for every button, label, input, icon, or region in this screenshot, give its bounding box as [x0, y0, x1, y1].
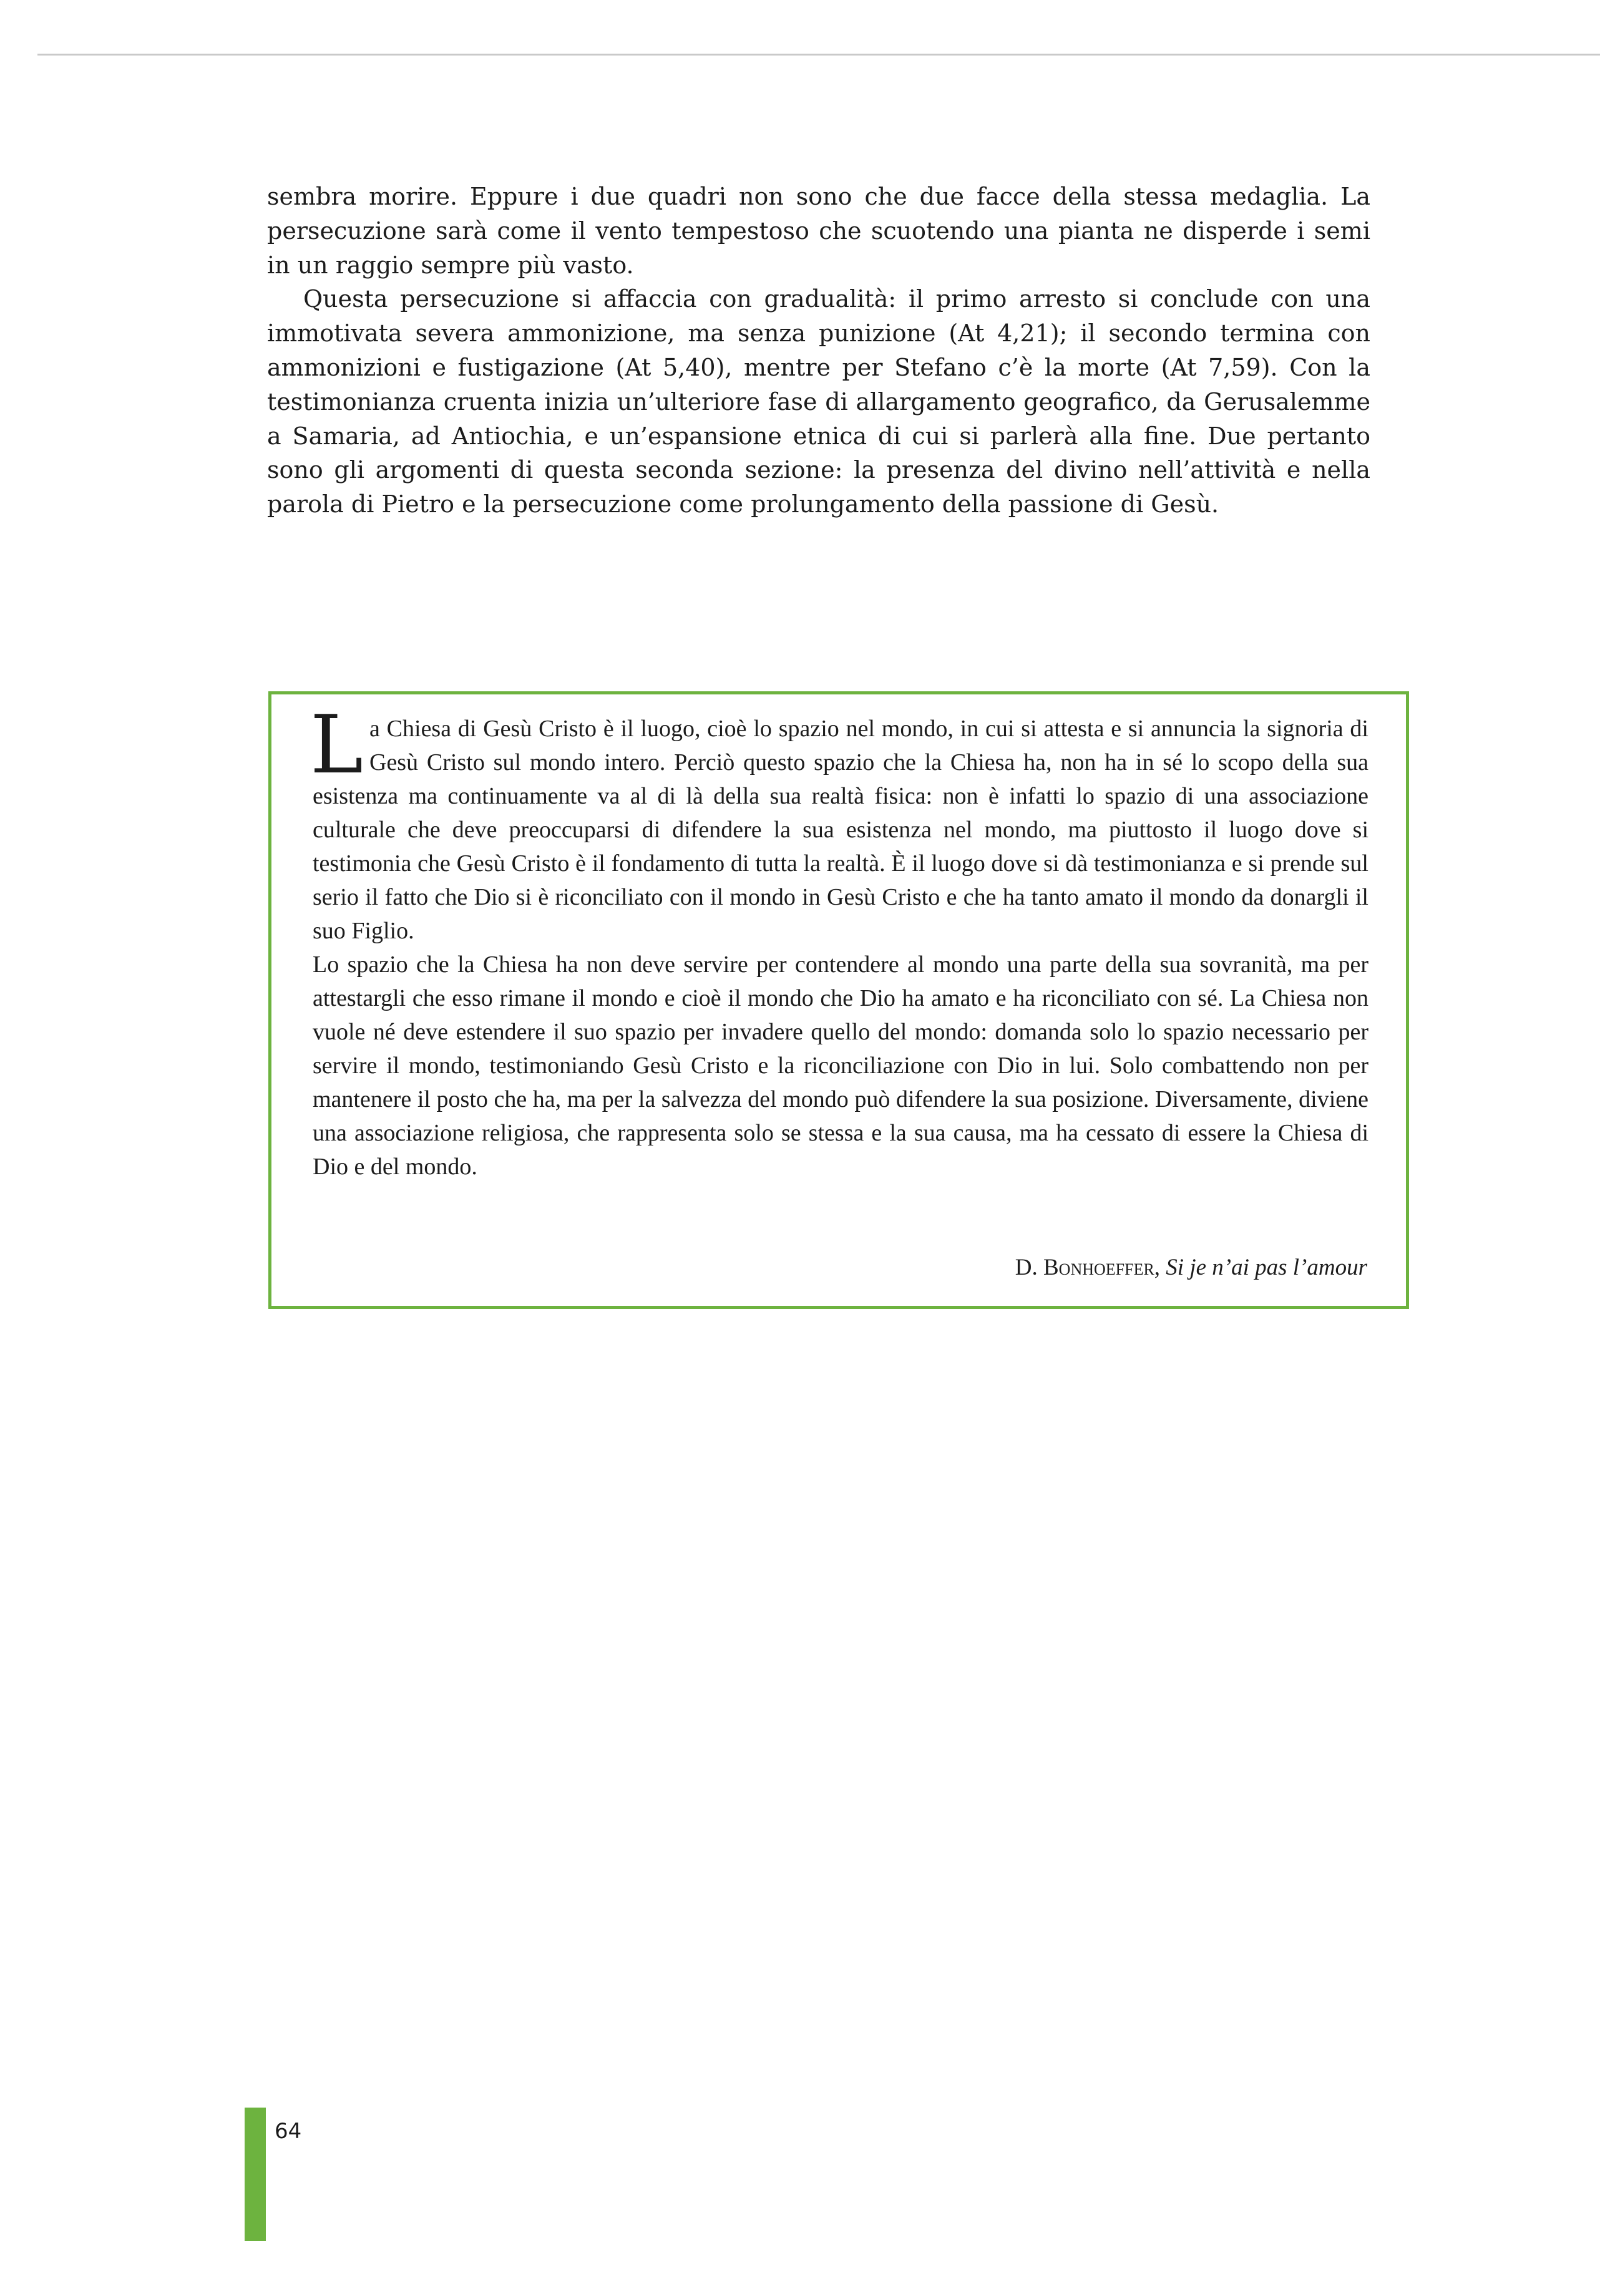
body-paragraph: sembra morire. Eppure i due quadri non sono che due facce della stessa medaglia. La persecuzione sarà come il vento tempestoso che scuotendo una pianta ne disperde i semi in un raggio sempre più vasto.: [267, 183, 1370, 279]
top-rule: [37, 54, 1600, 56]
page-tab: [245, 2108, 266, 2241]
body-paragraph: Questa persecuzione si affaccia con gradualità: il primo arresto si conclude con una immotivata severa ammonizione, ma senza punizione (At 4,21); il secondo termina con ammonizioni e fustigazione (At 5,40), mentre per Stefano c’è la morte (At 7,59). Con la testimonianza cruenta inizia un’ulteriore fase di allargamento geografico, da Gerusalemme a Samaria, ad Antiochia, e un’espansione etnica di cui si parlerà alla fine. Due pertanto sono gli argomenti di questa seconda sezione: la presenza del divino nell’attività e nella parola di Pietro e la persecuzione come prolungamento della passione di Gesù.: [267, 285, 1370, 518]
page-number: 64: [275, 2119, 302, 2144]
quote-paragraph-text: a Chiesa di Gesù Cristo è il luogo, cioè lo spazio nel mondo, in cui si attesta e si annuncia la signoria di Gesù Cristo sul mondo intero. Perciò questo spazio che la Chiesa ha, non ha in sé lo scopo della sua esistenza ma continuamente va al di là della sua realtà fisica: non è infatti lo spazio di una associazione culturale che deve preoccuparsi di difendere la sua esistenza nel mondo, ma piuttosto il luogo dove si testimonia che Gesù Cristo è il fondamento di tutta la realtà. È il luogo dove si dà testimonianza e si prende sul serio il fatto che Dio si è riconciliato con il mondo in Gesù Cristo e che ha tanto amato il mondo da donargli il suo Figlio.: [313, 716, 1368, 944]
main-text: [267, 180, 1370, 522]
quote-paragraph: Lo spazio che la Chiesa ha non deve servire per contendere al mondo una parte della sua sovranità, ma per attestargli che esso rimane il mondo e cioè il mondo che Dio ha amato e ha riconciliato con sé. La Chiesa non vuole né deve estendere il suo spazio per invadere quello del mondo: domanda solo lo spazio necessario per servire il mondo, testimoniando Gesù Cristo e la riconciliazione con Dio in lui. Solo combattendo non per mantenere il posto che ha, ma per la salvezza del mondo può difendere la sua posizione. Diversamente, diviene una associazione religiosa, che rappresenta solo se stessa e la sua causa, ma ha cessato di essere la Chiesa di Dio e del mondo.: [313, 951, 1368, 1180]
attribution-title: Si je n’ai pas l’amour: [1166, 1255, 1367, 1280]
drop-cap: L: [310, 699, 363, 792]
attribution-author: D. Bonhoeffer,: [1015, 1255, 1161, 1280]
quote-attribution: [1015, 1252, 1367, 1283]
quote-paragraph: [310, 699, 1368, 948]
quote-text: [310, 699, 1368, 1184]
quote-box: [268, 691, 1409, 1309]
